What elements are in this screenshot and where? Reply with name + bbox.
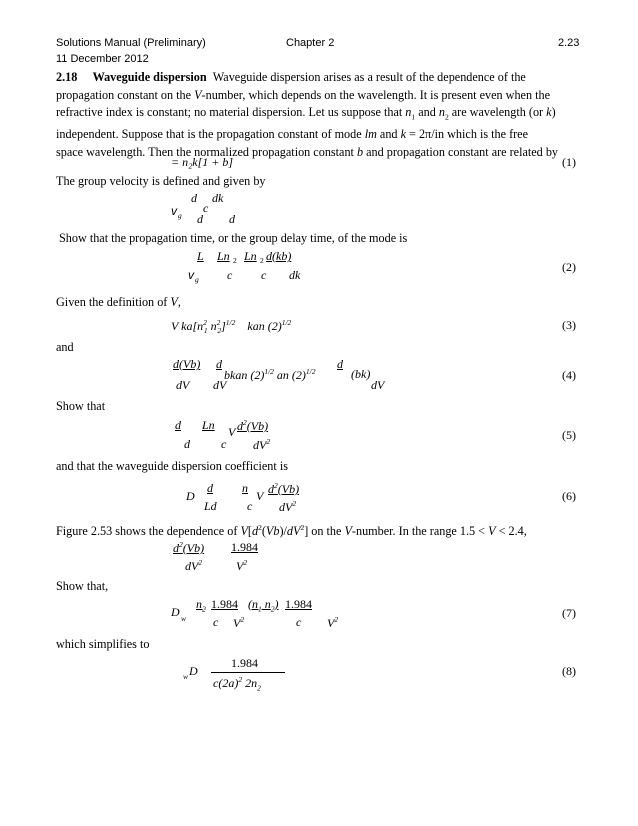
fig-dV: dV — [286, 524, 301, 539]
eq7-D: D — [171, 605, 180, 619]
eq5-dV: dV — [253, 438, 267, 452]
eq7-c2: c — [296, 615, 302, 629]
eq2-sub-a: 2 — [233, 256, 237, 265]
text-group-velocity: The group velocity is defined and given by — [56, 174, 266, 188]
eq4-dV2: dV — [213, 378, 227, 392]
equation-1-number: (1) — [562, 155, 576, 169]
eq3-close2: ) — [277, 319, 282, 333]
line4-c: = 2π/in which is the free — [406, 127, 529, 142]
eq7-p2: 2 — [270, 604, 275, 614]
line3-d: ) — [551, 105, 556, 120]
fig-g: -number. In the range 1.5 < — [351, 524, 489, 539]
eq8-nsub: 2 — [257, 683, 261, 693]
eq4-dvb: d(Vb) — [173, 357, 201, 371]
eq7-val1: 1.984 — [211, 597, 238, 611]
eq4-c2: ) — [301, 368, 306, 382]
intro-text-3: -number, which depends on the wavelength. It is present even when the — [201, 87, 550, 102]
line4-a: independent. Suppose that is the propagation constant of mode — [56, 127, 365, 142]
given-V: V — [170, 295, 178, 309]
equation-3 — [171, 318, 291, 335]
line5-c: and propagation constant are related by — [363, 144, 559, 159]
eq2-vg-sub: g — [195, 275, 199, 284]
eq6-vb: (Vb) — [277, 482, 300, 496]
eq6-numerator — [268, 481, 299, 497]
line3-k: k — [546, 105, 552, 120]
vg-num-d: d — [191, 191, 197, 205]
header-left: Solutions Manual (Preliminary) — [56, 37, 206, 49]
eq7-V2sup: 2 — [334, 615, 339, 624]
text-show-propagation-time: Show that the propagation time, or the group delay time, of the mode is — [59, 231, 408, 245]
eq7-p1: 1 — [258, 604, 262, 614]
eq5-sup: 2 — [243, 418, 247, 427]
fig-c: ( — [261, 524, 266, 539]
eq7-paren-open: (n — [248, 597, 258, 611]
given-end: , — [177, 295, 181, 309]
eq5-d: d — [175, 418, 181, 432]
equation-3-number: (3) — [562, 318, 576, 332]
eq3-sub2: 2 — [217, 326, 222, 336]
intro-line-5 — [56, 144, 576, 162]
line3-a: refractive index is constant; no material dispersion. Let us suppose that — [56, 105, 406, 120]
vg-sub: g — [178, 211, 182, 220]
eq4-s2: 1/2 — [305, 367, 316, 376]
fig-Vb: Vb — [265, 524, 280, 539]
approx-denominator-right — [236, 558, 247, 574]
eq4-bk: (bk) — [351, 367, 371, 381]
intro-line-4 — [56, 126, 576, 144]
eq2-Ln-b: Ln — [244, 249, 257, 263]
equation-7-number: (7) — [562, 606, 576, 620]
vg-den-d2: d — [229, 212, 235, 226]
eq3-close: ] — [221, 319, 226, 333]
eq6-denominator — [279, 499, 296, 515]
line3-c: are wavelength (or — [448, 105, 547, 120]
line5-b: b — [356, 144, 364, 159]
line3-b: and — [415, 105, 439, 120]
fig-h: < 2.4, — [495, 524, 527, 539]
eq5-numerator — [237, 418, 268, 434]
eq8-n: 2n — [245, 676, 258, 690]
text-figure-reference: Figure 2.53 shows the dependence of $V[d^2(Vb)/dV^2]$ on the V-number. In the range 1.5 < V < 2.4, — [56, 523, 527, 539]
eq7-c1: c — [213, 615, 219, 629]
text-and: and — [56, 340, 74, 354]
given-text: Given the definition of — [56, 295, 171, 309]
eq3-sup3: 1/2 — [225, 318, 236, 327]
eq8-den: c(2a) — [213, 676, 239, 690]
eq4-dV3: dV — [371, 378, 385, 392]
approx-d: d — [173, 541, 179, 555]
approx-V: V — [236, 559, 244, 573]
eq6-n: n — [242, 481, 248, 495]
line3-n1sub: 1 — [411, 112, 416, 122]
intro-text-2: propagation constant on the — [56, 87, 195, 102]
eq2-L: L — [197, 249, 204, 263]
equation-2-number: (2) — [562, 260, 576, 274]
header-center: Chapter 2 — [286, 37, 335, 49]
eq7-minus: n — [261, 597, 271, 611]
eq3-lhs: V ka[n — [171, 319, 204, 333]
equation-8-number: (8) — [562, 664, 576, 678]
eq4-bkan: bkan (2 — [224, 368, 261, 382]
intro-line-3 — [56, 104, 576, 126]
eq7-sub: w — [181, 614, 187, 623]
line3-n2sub: 2 — [444, 112, 449, 122]
problem-intro — [56, 69, 576, 161]
eq6-d: d — [207, 481, 213, 495]
line3-n1: n — [405, 105, 412, 120]
eq4-d2: d — [337, 357, 343, 371]
eq7-V2 — [327, 615, 338, 631]
eq2-c2: c — [261, 268, 267, 282]
header-date: 11 December 2012 — [56, 53, 149, 65]
equation-5-number: (5) — [562, 428, 576, 442]
approx-denominator-left — [185, 558, 202, 574]
fig-V2: V — [344, 524, 352, 539]
eq7-paren-close: ) — [274, 597, 279, 611]
eq7-n2-letter: n — [196, 597, 202, 611]
text-show-that: Show that — [56, 399, 106, 413]
text-show-that-2: Show that, — [56, 579, 109, 593]
eq5-V: V — [228, 425, 236, 439]
eq3-sup4: 1/2 — [281, 318, 292, 327]
eq5-denominator — [253, 437, 270, 453]
eq5-d2: d — [237, 419, 243, 433]
eq6-dV: dV — [279, 500, 293, 514]
eq2-Ln-a: Ln — [217, 249, 230, 263]
eq2-c1: c — [227, 268, 233, 282]
vg-symbol: v — [171, 204, 177, 218]
approx-vb: (Vb) — [182, 541, 205, 555]
fig-e: )/ — [279, 524, 287, 539]
eq7-V-letter: V — [233, 616, 241, 630]
eq5-vb: (Vb) — [246, 419, 269, 433]
eq8-denominator — [213, 675, 261, 692]
eq5-Ln: Ln — [202, 418, 215, 432]
fig-b: [ — [247, 524, 252, 539]
equation-1: = n₂k[1 + b] — [171, 155, 234, 169]
eq6-Ld: Ld — [204, 499, 217, 513]
eq6-c: c — [247, 499, 253, 513]
eq4-d: d — [216, 357, 222, 371]
eq8-densup: 2 — [238, 675, 243, 684]
eq4-an: an (2 — [273, 368, 302, 382]
problem-number: 2.18 — [56, 70, 78, 84]
intro-text-1: Waveguide dispersion arises as a result of the dependence of the — [212, 70, 526, 84]
text-dispersion-coefficient: and that the waveguide dispersion coefficient is — [56, 459, 288, 473]
eq3-rhs: kan (2 — [247, 319, 278, 333]
eq7-val2: 1.984 — [285, 597, 312, 611]
vg-den-d1: d — [197, 212, 203, 226]
eq2-vg: v — [188, 268, 194, 282]
intro-V: V — [194, 87, 202, 102]
eq8-val: 1.984 — [231, 656, 258, 670]
eq7-V2-letter: V — [327, 616, 335, 630]
eq3-sup2: 2 — [216, 318, 221, 327]
approx-sup: 2 — [179, 540, 183, 549]
eq8-D: D — [189, 664, 198, 678]
eq6-sup: 2 — [274, 481, 278, 490]
problem-title: Waveguide dispersion — [92, 70, 207, 84]
line4-b: and — [376, 127, 401, 142]
eq4-c1: ) — [260, 368, 265, 382]
fig-V: V — [240, 524, 248, 539]
eq5-d-den: d — [184, 437, 190, 451]
fig-d: d — [251, 524, 259, 539]
text-simplifies: which simplifies to — [56, 637, 150, 651]
equation-4-number: (4) — [562, 368, 576, 382]
eq8-fraction-bar — [211, 672, 285, 673]
eq5-dVsup: 2 — [266, 437, 271, 446]
line5-a: space wavelength. Then the normalized propagation constant — [56, 144, 357, 159]
eq3-sub1: 1 — [203, 326, 208, 336]
approx-dVsup: 2 — [198, 558, 203, 567]
eq4-mid — [224, 367, 316, 383]
approx-dV: dV — [185, 559, 199, 573]
fig-f: ] on the — [304, 524, 345, 539]
line4-k: k — [400, 127, 406, 142]
eq6-D: D — [186, 489, 195, 503]
eq7-n2 — [196, 597, 206, 613]
intro-line-1 — [56, 69, 576, 87]
header-page-number: 2.23 — [558, 37, 580, 49]
eq4-s1: 1/2 — [264, 367, 274, 376]
text-given-definition — [56, 294, 181, 312]
eq4-dV1: dV — [176, 378, 190, 392]
eq6-d2: d — [268, 482, 274, 496]
eq8-sub: w — [183, 672, 189, 681]
vg-dk: dk — [212, 191, 224, 205]
equation-6-number: (6) — [562, 489, 576, 503]
eq2-sub-b: 2 — [260, 256, 264, 265]
eq7-n2-sub: 2 — [202, 604, 206, 614]
eq3-sup1: 2 — [203, 318, 207, 327]
eq7-V — [233, 615, 244, 631]
approx-numerator — [173, 540, 204, 556]
fig-V3: V — [488, 524, 496, 539]
eq6-V: V — [256, 489, 264, 503]
eq2-dkb: d(kb) — [266, 249, 292, 263]
approx-value: 1.984 — [231, 540, 258, 554]
line4-lm: lm — [364, 127, 377, 142]
eq7-Vsup: 2 — [240, 615, 245, 624]
eq7-paren — [248, 597, 279, 613]
vg-c: c — [203, 201, 209, 215]
eq3-mid: n — [207, 319, 217, 333]
intro-line-2 — [56, 87, 576, 105]
fig-a: Figure 2.53 shows the dependence of — [56, 524, 241, 539]
eq6-dVsup: 2 — [292, 499, 297, 508]
approx-Vsup: 2 — [243, 558, 248, 567]
eq2-dk: dk — [289, 268, 301, 282]
line3-n2: n — [438, 105, 445, 120]
eq5-c: c — [221, 437, 227, 451]
